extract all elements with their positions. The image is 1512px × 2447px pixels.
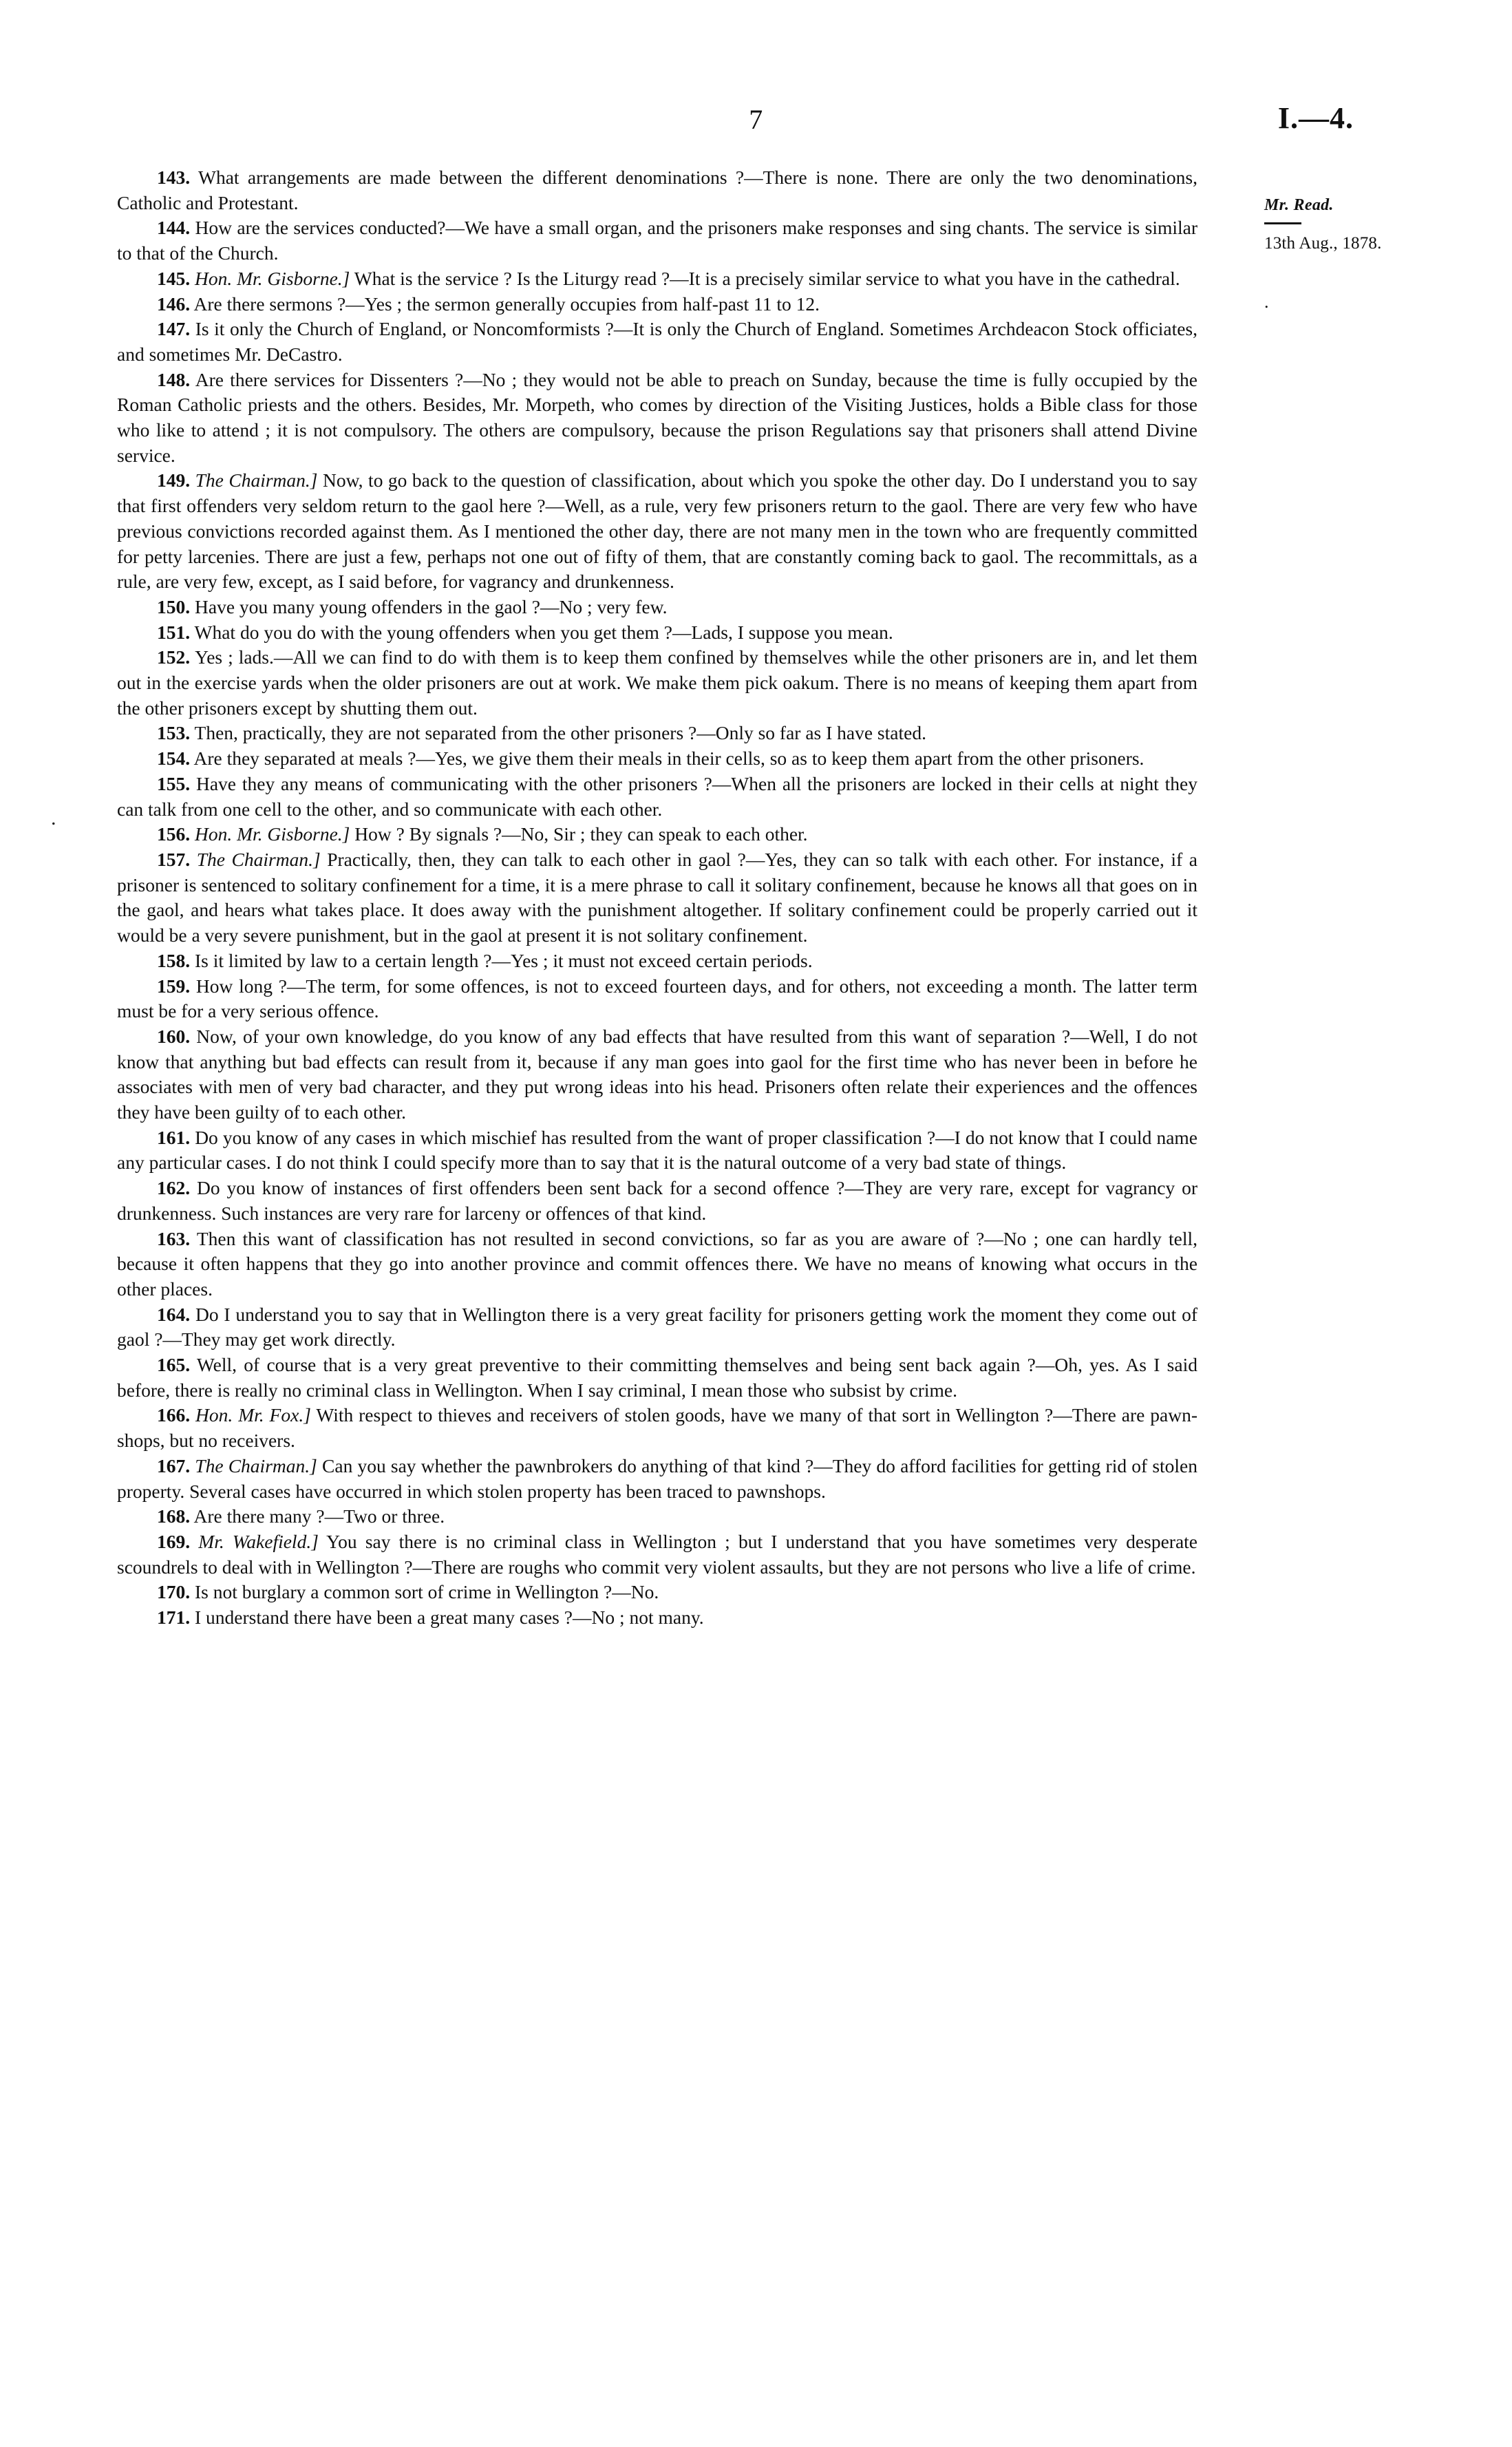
transcript-entry xyxy=(117,595,1197,620)
transcript-entry xyxy=(117,266,1197,292)
question-number: 165. xyxy=(157,1354,191,1376)
question-number: 143. xyxy=(157,167,191,188)
question-number: 159. xyxy=(157,975,191,997)
question-number: 157. xyxy=(157,848,191,870)
testimony-date: 13th Aug., 1878. xyxy=(1264,233,1382,253)
question-number: 149. xyxy=(157,469,191,491)
page-header xyxy=(117,103,1395,165)
question-answer-text: What is the service ? Is the Liturgy read ?—It is a precisely similar service to what you have in the cathedral. xyxy=(354,267,1180,289)
question-answer-text: Then, practically, they are not separated from the other prisoners ?—Only so far as I have stated. xyxy=(194,722,926,744)
transcript-entry xyxy=(117,847,1197,949)
question-answer-text: How ? By signals ?—No, Sir ; they can speak to each other. xyxy=(354,823,808,845)
transcript-entry xyxy=(117,1454,1197,1504)
question-number: 146. xyxy=(157,293,191,315)
margin-divider xyxy=(1264,222,1301,224)
transcript-entry xyxy=(117,1529,1197,1580)
transcript-entry xyxy=(117,1504,1197,1529)
transcript-entry xyxy=(117,620,1197,646)
transcript-entry xyxy=(117,645,1197,721)
question-number: 167. xyxy=(157,1454,191,1476)
question-number: 147. xyxy=(157,318,191,340)
transcript-entry xyxy=(117,974,1197,1024)
stray-ink-mark: . xyxy=(51,807,56,829)
question-answer-text: Have you many young offenders in the gaol ?—No ; very few. xyxy=(195,595,668,617)
question-answer-text: Have they any means of communicating with the other prisoners ?—When all the prisoners are locked in their cells at night they can talk from one cell to the other, and so communicate with each other. xyxy=(117,772,1198,820)
question-number: 164. xyxy=(157,1303,191,1325)
speaker-attribution: Hon. Mr. Gisborne.] xyxy=(195,267,350,289)
margin-dot: . xyxy=(1264,291,1269,312)
question-answer-text: What arrangements are made between the different denominations ?—There is none. There are only the two denominations, Catholic and Protestant. xyxy=(117,167,1197,213)
margin-notes xyxy=(1264,194,1471,315)
transcript-entry xyxy=(117,468,1197,595)
question-number: 150. xyxy=(157,595,191,617)
transcript-entry xyxy=(117,1125,1197,1176)
question-number: 163. xyxy=(157,1227,191,1249)
speaker-attribution: Mr. Wakefield.] xyxy=(198,1530,319,1552)
question-number: 169. xyxy=(157,1530,191,1552)
question-number: 144. xyxy=(157,217,191,239)
question-number: 151. xyxy=(157,621,191,643)
question-answer-text: Well, of course that is a very great preventive to their committing themselves and being sent back again ?—Oh, yes. As I said before, there is really no criminal class in Wellington. When I say criminal, I mean those who subsist by crime. xyxy=(117,1354,1197,1401)
transcript-entry xyxy=(117,822,1197,847)
question-answer-text: Now, to go back to the question of classification, about which you spoke the other day. Do I understand you to say that first offenders very seldom return to the gaol here ?—Well, as a rule, very few prisoners return to the gaol. There are very few who have previous convictions recorded against them. As I mentioned the other day, there are not many men in the town who are frequently committed for petty larcenies. There are just a few, perhaps not one out of fifty of them, that are constantly coming back to gaol. The recommittals, as a rule, are very few, except, as I said before, for vagrancy and drunkenness. xyxy=(117,469,1198,593)
page-number: 7 xyxy=(749,104,763,135)
transcript-entry xyxy=(117,1353,1197,1403)
question-answer-text: Are there many ?—Two or three. xyxy=(193,1505,445,1527)
speaker-attribution: Hon. Mr. Fox.] xyxy=(195,1404,311,1426)
question-number: 161. xyxy=(157,1126,191,1148)
question-answer-text: Are there services for Dissenters ?—No ; they would not be able to preach on Sunday, because the time is fully occupied by the Roman Catholic priests and the others. Besides, Mr. Morpeth, who comes by direction of the Visiting Justices, holds a Bible class for those who like to attend ; it is not compulsory. The others are compulsory, because the prison Regulations say that prisoners shall attend Divine service. xyxy=(117,368,1197,466)
transcript-entry xyxy=(117,292,1197,317)
transcript-entry xyxy=(117,949,1197,974)
witness-name: Mr. Read. xyxy=(1264,196,1334,214)
question-number: 158. xyxy=(157,949,191,971)
transcript-entry xyxy=(117,368,1197,469)
speaker-attribution: The Chairman.] xyxy=(195,469,318,491)
question-answer-text: How are the services conducted?—We have a small organ, and the prisoners make responses and sing chants. The service is similar to that of the Church. xyxy=(117,217,1197,264)
question-number: 168. xyxy=(157,1505,191,1527)
question-number: 148. xyxy=(157,368,191,390)
question-number: 155. xyxy=(157,772,191,794)
question-answer-text: What do you do with the young offenders when you get them ?—Lads, I suppose you mean. xyxy=(194,621,893,643)
question-answer-text: Practically, then, they can talk to each other in gaol ?—Yes, they can so talk with each other. For instance, if a prisoner is sentenced to solitary confinement for a time, it is a mere phrase to call it solitary confinement, because he knows all that goes on in the gaol, and hears what takes place. It does away with the punishment altogether. If solitary confinement could be properly carried out it would be a very severe punishment, but in the gaol at present it is not solitary confinement. xyxy=(117,848,1198,946)
question-number: 152. xyxy=(157,646,191,668)
question-answer-text: Now, of your own knowledge, do you know of any bad effects that have resulted from this want of separation ?—Well, I do not know that anything but bad effects can result from it, because if any man goes into gaol for the first time who has never been in before he associates with men of very bad character, and they put wrong ideas into his head. Prisoners often relate their experiences and the offences they have been guilty of to each other. xyxy=(117,1025,1198,1123)
question-number: 154. xyxy=(157,748,191,770)
question-number: 170. xyxy=(157,1581,191,1603)
transcript-entry xyxy=(117,215,1197,266)
question-answer-text: Do you know of instances of first offenders been sent back for a second offence ?—They are very rare, except for vagrancy or drunkenness. Such instances are very rare for larceny or offences of that kind. xyxy=(117,1177,1198,1224)
speaker-attribution: Hon. Mr. Gisborne.] xyxy=(195,823,350,845)
question-answer-text: With respect to thieves and receivers of stolen goods, have we many of that sort in Wellington ?—There are pawn-shops, but no receivers. xyxy=(117,1404,1197,1452)
transcript-entry xyxy=(117,721,1197,746)
document-reference: I.—4. xyxy=(1277,101,1354,135)
question-answer-text: Can you say whether the pawnbrokers do anything of that kind ?—They do afford facilities for getting rid of stolen property. Several cases have occurred in which stolen property has been traced to pawnshops. xyxy=(117,1454,1198,1502)
question-number: 156. xyxy=(157,823,191,845)
speaker-attribution: The Chairman.] xyxy=(195,1454,317,1476)
question-number: 160. xyxy=(157,1025,191,1047)
question-answer-text: Is not burglary a common sort of crime in Wellington ?—No. xyxy=(195,1581,659,1603)
question-answer-text: Are there sermons ?—Yes ; the sermon generally occupies from half-past 11 to 12. xyxy=(193,293,820,315)
transcript-entry xyxy=(117,1605,1197,1631)
transcript-entry xyxy=(117,1580,1197,1605)
question-answer-text: Do I understand you to say that in Wellington there is a very great facility for prisoners getting work the moment they come out of gaol ?—They may get work directly. xyxy=(117,1303,1197,1350)
transcript-entry xyxy=(117,317,1197,367)
question-answer-text: Is it only the Church of England, or Noncomformists ?—It is only the Church of England. Sometimes Archdeacon Stock officiates, and sometimes Mr. DeCastro. xyxy=(117,318,1197,365)
transcript-entry xyxy=(117,1176,1197,1226)
question-answer-text: Are they separated at meals ?—Yes, we give them their meals in their cells, so as to keep them apart from the other prisoners. xyxy=(193,748,1144,770)
transcript-entry xyxy=(117,1403,1197,1453)
question-answer-text: Yes ; lads.—All we can find to do with them is to keep them confined by themselves while the other prisoners are in, and let them out in the exercise yards when the older prisoners are out at work. We make them pick oakum. There is no means of keeping them apart from the other prisoners except by shutting them out. xyxy=(117,646,1197,719)
question-answer-text: How long ?—The term, for some offences, is not to exceed fourteen days, and for others, not exceeding a month. The latter term must be for a very serious offence. xyxy=(117,975,1197,1022)
transcript-entry xyxy=(117,1302,1197,1353)
question-number: 162. xyxy=(157,1177,191,1199)
transcript-entry xyxy=(117,772,1197,822)
question-answer-text: You say there is no criminal class in Wellington ; but I understand that you have sometimes very desperate scoundrels to deal with in Wellington ?—There are roughs who commit very violent assaults, but they are not persons who live a life of crime. xyxy=(117,1530,1197,1578)
question-number: 153. xyxy=(157,722,191,744)
transcript-entry xyxy=(117,1227,1197,1302)
transcript-entry xyxy=(117,746,1197,772)
question-answer-text: I understand there have been a great many cases ?—No ; not many. xyxy=(195,1607,704,1629)
transcript-body xyxy=(117,165,1197,1631)
question-answer-text: Then this want of classification has not resulted in second convictions, so far as you are aware of ?—No ; one can hardly tell, because it often happens that they go into another province and commit offences there. We have no means of knowing what occurs in the other places. xyxy=(117,1227,1197,1300)
question-number: 145. xyxy=(157,267,191,289)
speaker-attribution: The Chairman.] xyxy=(196,848,321,870)
question-number: 166. xyxy=(157,1404,191,1426)
question-number: 171. xyxy=(157,1607,191,1629)
transcript-entry xyxy=(117,165,1197,215)
question-answer-text: Is it limited by law to a certain length ?—Yes ; it must not exceed certain periods. xyxy=(195,949,813,971)
transcript-entry xyxy=(117,1024,1197,1125)
question-answer-text: Do you know of any cases in which mischief has resulted from the want of proper classification ?—I do not know that I could name any particular cases. I do not think I could specify more than to say that it is the natural outcome of a very bad state of things. xyxy=(117,1126,1197,1174)
